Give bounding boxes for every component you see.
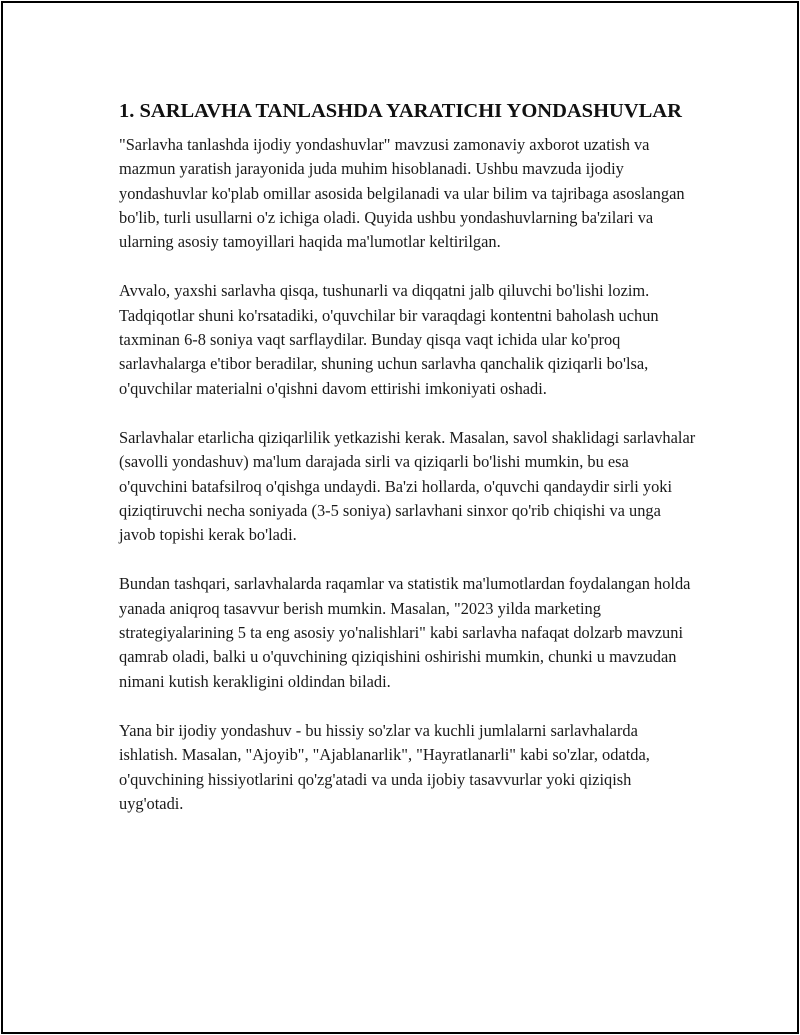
- paragraph-5: Yana bir ijodiy yondashuv - bu hissiy so'zlar va kuchli jumlalarni sarlavhalarda ishlatish. Masalan, "Ajoyib", "Ajablanarlik", "Hayratlanarli" kabi so'zlar, odatda, o'quvchining hissiyotlarini qo'zg'atadi va unda ijobiy tasavvurlar yoki qiziqish uyg'otadi.: [119, 720, 650, 813]
- paragraph-4: Bundan tashqari, sarlavhalarda raqamlar va statistik ma'lumotlardan foydalangan holda yanada aniqroq tasavvur berish mumkin. Masalan, "2023 yilda marketing strategiyalarining 5 ta eng asosiy yo'nalishlari" kabi sarlavha nafaqat dolzarb mavzuni qamrab oladi, balki u o'quvchining qiziqishini oshirishi mumkin, chunki u mavzudan nimani kutish kerakligini oldindan biladi.: [119, 574, 691, 691]
- paragraph-3: Sarlavhalar etarlicha qiziqarlilik yetkazishi kerak. Masalan, savol shaklidagi sarlavhalar (savolli yondashuv) ma'lum darajada sirli va qiziqarli bo'lishi mumkin, bu esa o'quvchini batafsilroq o'qishga undaydi. Ba'zi hollarda, o'quvchi qandaydir sirli yoki qiziqtiruvchi necha soniyada (3-5 soniya) sarlavhani sinxor qo'rib chiqishi va unga javob topishi kerak bo'ladi.: [119, 427, 696, 545]
- document-page: [1, 1, 799, 1034]
- section-heading: 1. SARLAVHA TANLASHDA YARATICHI YONDASHUVLAR: [119, 100, 682, 122]
- paragraph-1: "Sarlavha tanlashda ijodiy yondashuvlar" mavzusi zamonaviy axborot uzatish va mazmun yaratish jarayonida juda muhim hisoblanadi. Ushbu mavzuda ijodiy yondashuvlar ko'plab omillar asosida belgilanadi va ular bilim va tajribaga asoslangan bo'lib, turli usullarni o'z ichiga oladi. Quyida ushbu yondashuvlarning ba'zilari va ularning asosiy tamoyillari haqida ma'lumotlar keltirilgan.: [119, 135, 685, 252]
- document-body: [119, 97, 697, 841]
- paragraph-2: Avvalo, yaxshi sarlavha qisqa, tushunarli va diqqatni jalb qiluvchi bo'lishi lozim. Tadqiqotlar shuni ko'rsatadiki, o'quvchilar bir varaqdagi kontentni baholash uchun taxminan 6-8 soniya vaqt sarflaydilar. Bunday qisqa vaqt ichida ular ko'proq sarlavhalarga e'tibor beradilar, shuning uchun sarlavha qanchalik qiziqarli bo'lsa, o'quvchilar materialni o'qishni davom ettirishi imkoniyati oshadi.: [119, 281, 659, 398]
